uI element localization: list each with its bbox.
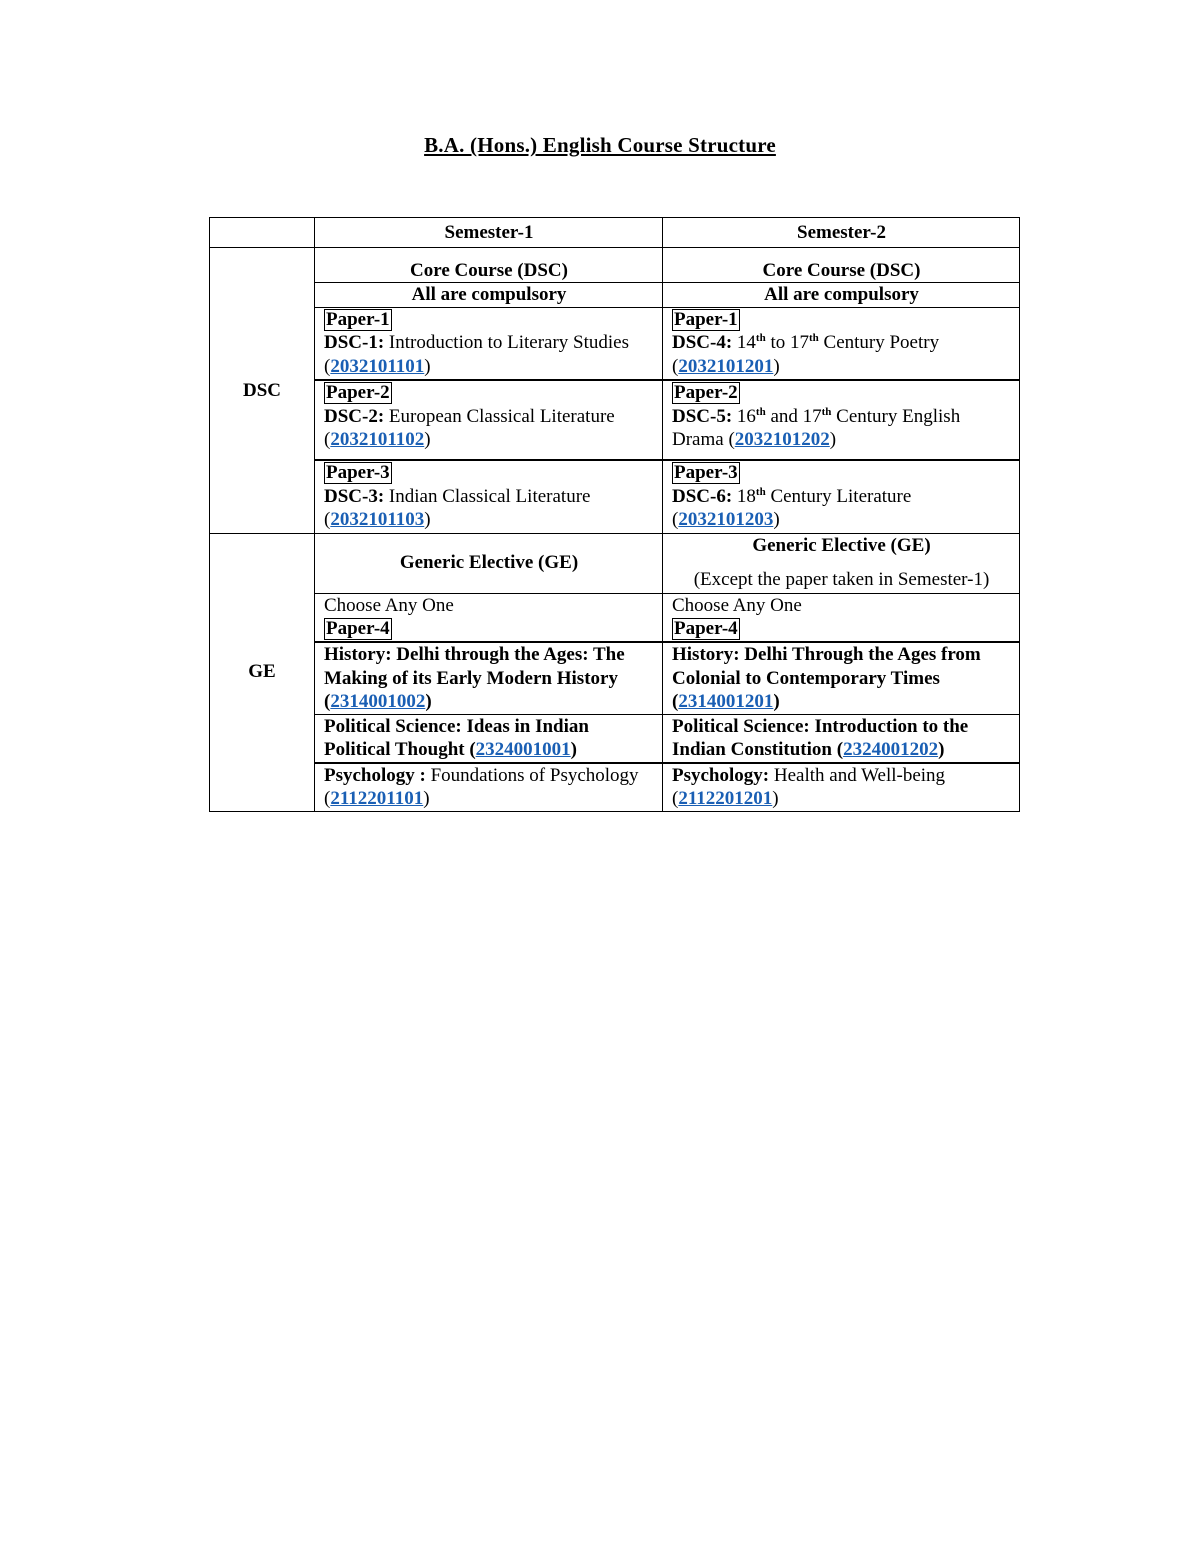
course-name-part: Century English Drama xyxy=(672,405,961,450)
dsc-code-label: DSC-4: xyxy=(672,332,733,353)
ge-option-name: Health and Well-being xyxy=(773,764,946,786)
course-code-link[interactable]: 2112201101 xyxy=(330,788,424,809)
paper-label: Paper-2 xyxy=(326,382,390,403)
course-code-link[interactable]: 2032101103 xyxy=(330,509,425,530)
course-name: Indian Classical Literature xyxy=(388,485,591,507)
sem1-ge-choose-cell xyxy=(315,593,663,642)
ordinal-suffix: th xyxy=(821,405,832,418)
ordinal-suffix: th xyxy=(755,332,766,344)
dsc-row-label: DSC xyxy=(210,248,315,534)
sem2-ge-choose-cell xyxy=(663,593,1020,642)
dsc-code-label: DSC-3: xyxy=(324,485,385,507)
ge-heading-row xyxy=(210,533,1020,593)
empty-corner-cell xyxy=(210,218,315,248)
dsc-paper-row xyxy=(210,460,1020,533)
dsc-paper-row xyxy=(210,307,1020,380)
paper-label: Paper-1 xyxy=(674,308,738,330)
ge-option-title: Political Science: Ideas in Indian Political Thought xyxy=(324,715,589,760)
paper-label: Paper-3 xyxy=(674,462,738,483)
paper-label: Paper-4 xyxy=(326,618,390,639)
sem1-dsc-paper-cell: Paper-2 DSC-2: European Classical Literature (2032101102) xyxy=(315,380,663,460)
course-code-link[interactable]: 2032101101 xyxy=(330,355,425,377)
course-structure-table xyxy=(209,217,1020,812)
ordinal-suffix: th xyxy=(755,405,766,418)
course-name-part: 18 xyxy=(736,485,756,507)
sem2-dsc-paper-cell: Paper-2 DSC-5: 16th and 17th Century English Drama (2032101202) xyxy=(663,380,1020,460)
paper-label: Paper-3 xyxy=(326,462,390,483)
ge-option-name: Foundations of Psychology xyxy=(430,764,639,786)
course-code-link[interactable]: 2032101102 xyxy=(330,429,425,450)
course-name-part: 14 xyxy=(736,332,756,353)
course-code-link[interactable]: 2032101202 xyxy=(734,429,830,450)
ge-option-title: History: Delhi through the Ages: The Making of its Early Modern History xyxy=(324,644,625,689)
ge-option-row xyxy=(210,642,1020,714)
course-name-part: 16 xyxy=(736,405,756,427)
sem2-dsc-paper-cell: Paper-3 DSC-6: 18th Century Literature (2032101203) xyxy=(663,460,1020,533)
sem1-core-heading: Core Course (DSC) xyxy=(315,248,663,283)
course-name-part: Century Literature xyxy=(770,485,912,507)
ge-option-subject: Psychology: xyxy=(672,764,770,786)
ge-row-label: GE xyxy=(210,533,315,811)
sem1-dsc-paper-cell: Paper-1 DSC-1: Introduction to Literary Studies (2032101101) xyxy=(315,307,663,380)
sem2-choose-label: Choose Any One xyxy=(672,594,802,616)
sem2-ge-option-cell: Psychology: Health and Well-being (2112201201) xyxy=(663,763,1020,812)
course-code-link[interactable]: 2324001202 xyxy=(843,739,939,760)
page-title: B.A. (Hons.) English Course Structure xyxy=(424,133,776,157)
table-header-row xyxy=(210,218,1020,248)
dsc-compulsory-row xyxy=(210,283,1020,308)
course-code-link[interactable]: 2324001001 xyxy=(475,739,571,760)
paper-label: Paper-4 xyxy=(674,618,738,639)
course-name-part: to 17 xyxy=(770,332,809,353)
ge-choose-row xyxy=(210,593,1020,642)
sem1-choose-label: Choose Any One xyxy=(324,594,454,616)
course-code-link[interactable]: 2112201201 xyxy=(678,788,773,809)
sem1-dsc-paper-cell: Paper-3 DSC-3: Indian Classical Literature (2032101103) xyxy=(315,460,663,533)
sem1-ge-option-cell: Psychology : Foundations of Psychology (2112201101) xyxy=(315,763,663,812)
dsc-core-heading-row xyxy=(210,248,1020,283)
ge-option-title: Political Science: Introduction to the Indian Constitution xyxy=(672,715,969,760)
ordinal-suffix: th xyxy=(808,332,819,344)
course-name: Introduction to Literary Studies xyxy=(388,332,630,353)
sem2-ge-option-cell: History: Delhi Through the Ages from Colonial to Contemporary Times (2314001201) xyxy=(663,642,1020,714)
dsc-code-label: DSC-1: xyxy=(324,332,385,353)
ge-option-title: History: Delhi Through the Ages from Colonial to Contemporary Times xyxy=(672,644,981,689)
semester-1-header: Semester-1 xyxy=(315,218,663,248)
course-name: European Classical Literature xyxy=(388,405,615,427)
dsc-code-label: DSC-5: xyxy=(672,405,733,427)
sem2-ge-heading: Generic Elective (GE) xyxy=(752,534,931,556)
sem2-ge-note: (Except the paper taken in Semester-1) xyxy=(693,569,990,590)
sem2-dsc-paper-cell: Paper-1 DSC-4: 14th to 17th Century Poetry (2032101201) xyxy=(663,307,1020,380)
sem2-ge-heading-cell xyxy=(663,533,1020,593)
sem2-compulsory-note: All are compulsory xyxy=(663,283,1020,308)
course-code-link[interactable]: 2314001002 xyxy=(330,691,426,712)
sem2-core-heading: Core Course (DSC) xyxy=(663,248,1020,283)
sem1-compulsory-note: All are compulsory xyxy=(315,283,663,308)
dsc-code-label: DSC-6: xyxy=(672,485,733,507)
course-code-link[interactable]: 2032101201 xyxy=(678,355,774,377)
ge-option-subject: Psychology : xyxy=(324,764,426,786)
semester-2-header: Semester-2 xyxy=(663,218,1020,248)
dsc-paper-row xyxy=(210,380,1020,460)
paper-label: Paper-2 xyxy=(674,382,738,403)
course-code-link[interactable]: 2314001201 xyxy=(678,691,774,712)
sem1-ge-heading: Generic Elective (GE) xyxy=(315,533,663,593)
sem2-ge-option-cell: Political Science: Introduction to the Indian Constitution (2324001202) xyxy=(663,714,1020,763)
dsc-code-label: DSC-2: xyxy=(324,405,385,427)
paper-label: Paper-1 xyxy=(326,308,390,330)
ge-option-row xyxy=(210,763,1020,812)
course-name-part: and 17 xyxy=(770,405,822,427)
course-code-link[interactable]: 2032101203 xyxy=(678,509,774,530)
ge-option-row xyxy=(210,714,1020,763)
course-name-part: Century Poetry xyxy=(823,332,940,353)
sem1-ge-option-cell: Political Science: Ideas in Indian Political Thought (2324001001) xyxy=(315,714,663,763)
ordinal-suffix: th xyxy=(755,485,766,498)
sem1-ge-option-cell: History: Delhi through the Ages: The Making of its Early Modern History (2314001002) xyxy=(315,642,663,714)
